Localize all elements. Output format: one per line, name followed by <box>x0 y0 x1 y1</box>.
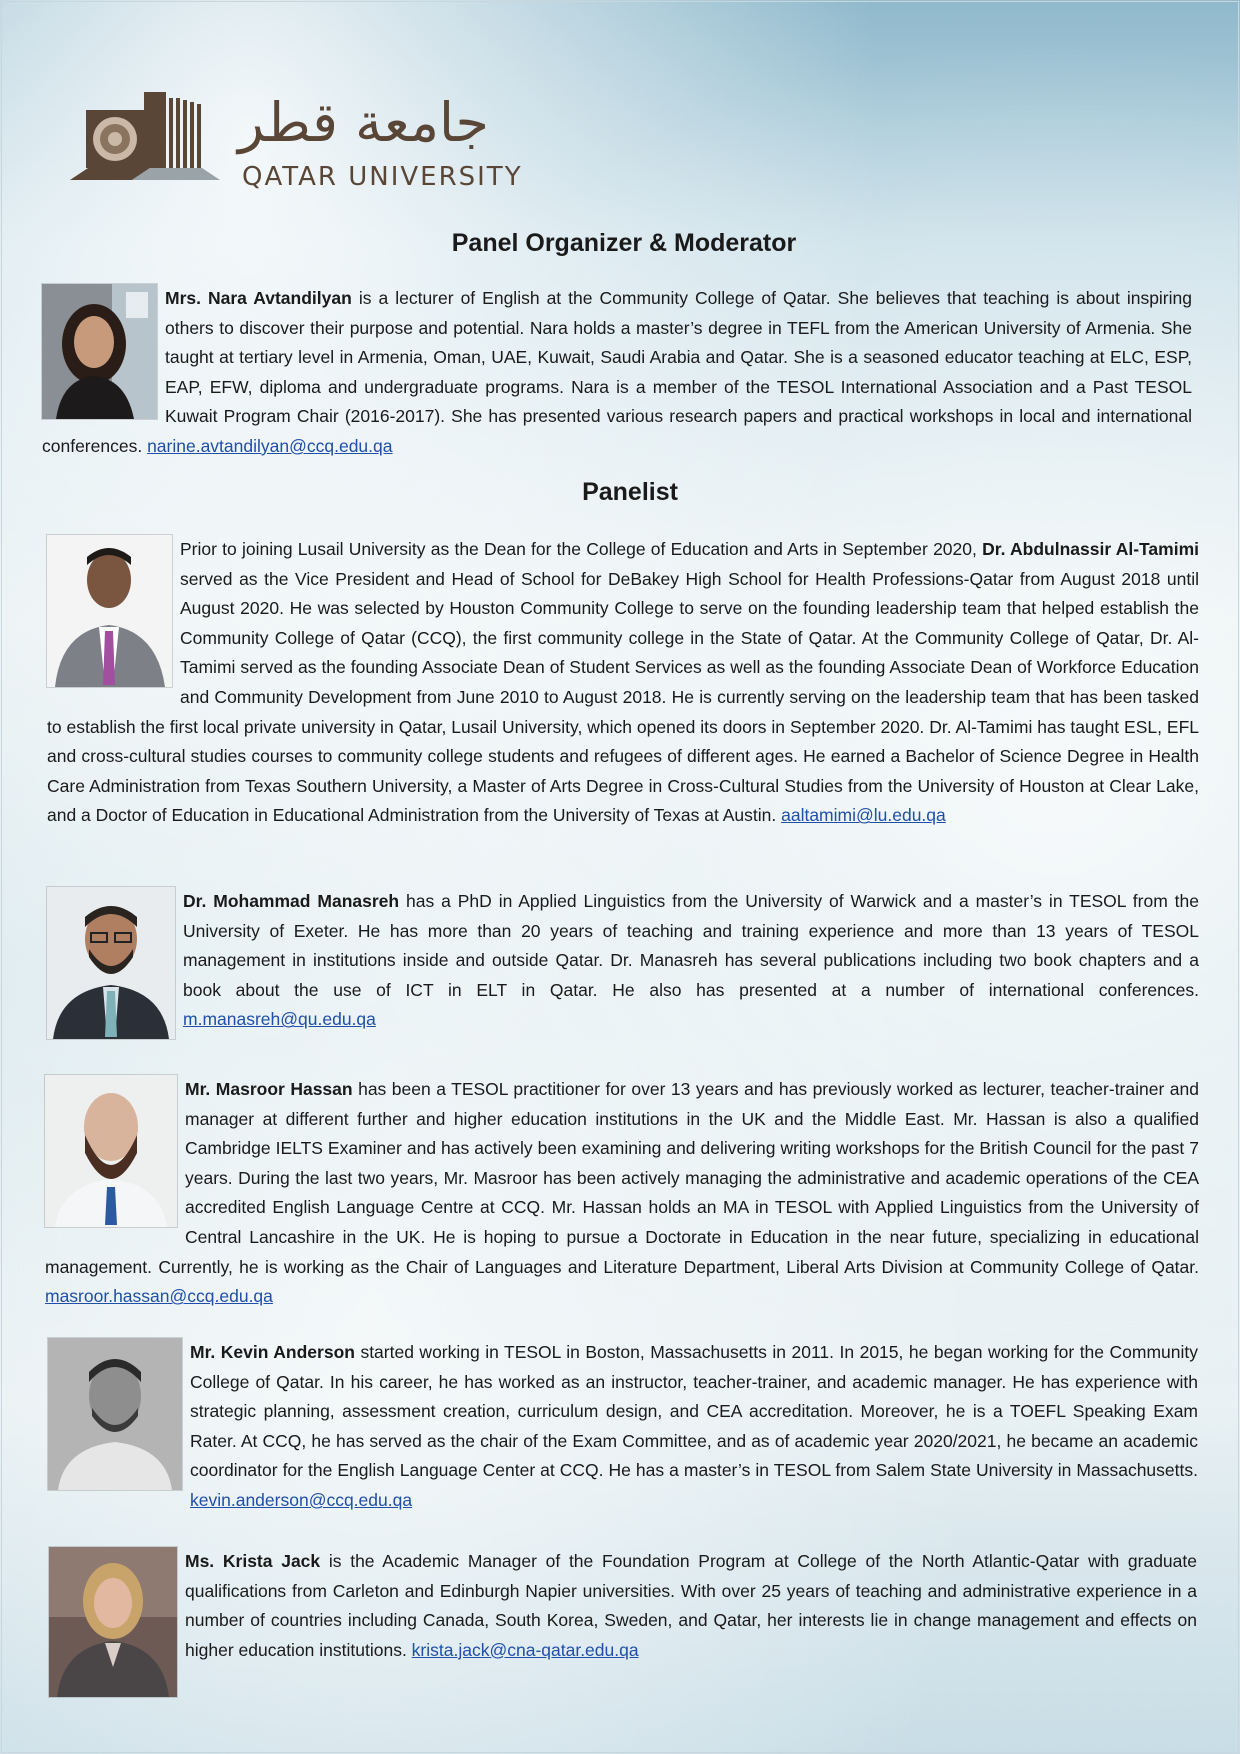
email-link[interactable]: narine.avtandilyan@ccq.edu.qa <box>147 435 393 456</box>
bio-panelist <box>45 1075 1199 1312</box>
person-name: Mr. Kevin Anderson <box>190 1342 355 1362</box>
university-emblem-icon <box>70 88 220 188</box>
qatar-university-logo <box>70 88 530 198</box>
portrait-photo <box>47 887 175 1039</box>
bio-text: started working in TESOL in Boston, Massachusetts in 2011. In 2015, he began working for the Community College of Qatar. In his career, he has worked as an instructor, teacher-trainer, and academic manager. He has experience with strategic planning, assessment creation, curriculum design, and CEA accreditation. Moreover, he is a TOEFL Speaking Exam Rater. At CCQ, he has served as the chair of the Exam Committee, and as of academic year 2020/2021, he became an academic coordinator for the English Language Center at CCQ. He has a master’s in TESOL from Salem State University in Massachusetts. <box>190 1342 1199 1481</box>
bio-panelist <box>48 1338 1198 1516</box>
email-link[interactable]: masroor.hassan@ccq.edu.qa <box>45 1286 273 1307</box>
bio-panelist <box>47 887 1199 1041</box>
portrait-photo <box>47 535 172 687</box>
organizer-heading: Panel Organizer & Moderator <box>451 229 797 257</box>
portrait-photo <box>48 1338 182 1490</box>
bio-text: has a PhD in Applied Linguistics from the University of Warwick and a master’s in TESOL from the University of Exeter. He has more than 20 years of teaching and training experience and more than 13 years of TESOL management in institutions inside and outside Qatar. Dr. Manasreh has several publications including two book chapters and a book about the use of ICT in ELT in Qatar. He also has presented at a number of international conferences. <box>183 891 1200 1000</box>
bio-text: is a lecturer of English at the Community College of Qatar. She believes that teaching is about inspiring others to discover their purpose and potential. Nara holds a master’s degree in TEFL from the American University of Armenia. She taught at tertiary level in Armenia, Oman, UAE, Kuwait, Saudi Arabia and Qatar. She is a seasoned educator teaching at ELC, ESP, EAP, EFW, diploma and undergraduate programs. Nara is a member of the TESOL International Association and a Past TESOL Kuwait Program Chair (2016-2017). She has presented various research papers and practical workshops in local and international conferences. <box>42 288 1192 456</box>
bio-organizer <box>42 284 1192 462</box>
bio-panelist <box>47 535 1199 831</box>
person-name: Mr. Masroor Hassan <box>185 1079 353 1099</box>
person-name: Dr. Abdulnassir Al-Tamimi <box>982 539 1199 559</box>
email-link[interactable]: kevin.anderson@ccq.edu.qa <box>190 1489 413 1510</box>
panelist-heading: Panelist <box>582 478 678 506</box>
person-name: Mrs. Nara Avtandilyan <box>165 288 352 308</box>
portrait-photo <box>42 284 157 419</box>
person-name: Dr. Mohammad Manasreh <box>183 891 400 911</box>
bio-text: has been a TESOL practitioner for over 13 years and has previously worked as lecturer, teacher-trainer and manager at different further and higher education institutions in the UK and the Middle East. Mr. Hassan is also a qualified Cambridge IELTS Examiner and has actively been examining and delivering writing workshops for the British Council for the past 7 years. During the last two years, Mr. Masroor has been actively managing the administrative and academic operations of the CEA accredited English Language Centre at CCQ. Mr. Hassan holds an MA in TESOL with Applied Linguistics from the University of Central Lancashire in the UK. He is hoping to pursue a Doctorate in Education in the near future, specializing in educational management. Currently, he is working as the Chair of Languages and Literature Department, Liberal Arts Division at Community College of Qatar. <box>45 1079 1199 1277</box>
bio-text: served as the Vice President and Head of School for DeBakey High School for Health Professions-Qatar from August 2018 until August 2020. He was selected by Houston Community College to serve on the founding leadership team that helped establish the Community College of Qatar (CCQ), the first community college in the State of Qatar. At the Community College of Qatar, Dr. Al-Tamimi served as the founding Associate Dean of Student Services as well as the founding Associate Dean of Workforce Education and Community Development from June 2010 to August 2018. He is currently serving on the leadership team that has been tasked to establish the first local private university in Qatar, Lusail University, which opened its doors in September 2020. Dr. Al-Tamimi has taught ESL, EFL and cross-cultural studies courses to community college students and refugees of different ages. He earned a Bachelor of Science Degree in Health Care Administration from Texas Southern University, a Master of Arts Degree in Cross-Cultural Studies from the University of Houston at Clear Lake, and a Doctor of Education in Educational Administration from the University of Texas at Austin. <box>47 568 1199 826</box>
bio-text: is the Academic Manager of the Foundation Program at College of the North Atlantic-Qatar with graduate qualifications from Carleton and Edinburgh Napier universities. With over 25 years of teaching and administrative experience in a number of countries including Canada, South Korea, Sweden, and Qatar, her interests lie in change management and effects on higher education institutions. <box>185 1551 1197 1660</box>
email-link[interactable]: krista.jack@cna-qatar.edu.qa <box>411 1639 639 1660</box>
email-link[interactable]: m.manasreh@qu.edu.qa <box>183 1009 376 1030</box>
portrait-photo <box>45 1075 177 1227</box>
portrait-photo <box>49 1547 177 1697</box>
bio-panelist <box>49 1547 1197 1699</box>
logo-arabic-text: جامعة قطر <box>238 91 489 154</box>
person-name: Ms. Krista Jack <box>185 1551 321 1571</box>
bio-text-intro: Prior to joining Lusail University as the Dean for the College of Education and Arts in September 2020, <box>180 539 983 559</box>
logo-english-text: QATAR UNIVERSITY <box>242 162 523 192</box>
email-link[interactable]: aaltamimi@lu.edu.qa <box>781 805 946 826</box>
